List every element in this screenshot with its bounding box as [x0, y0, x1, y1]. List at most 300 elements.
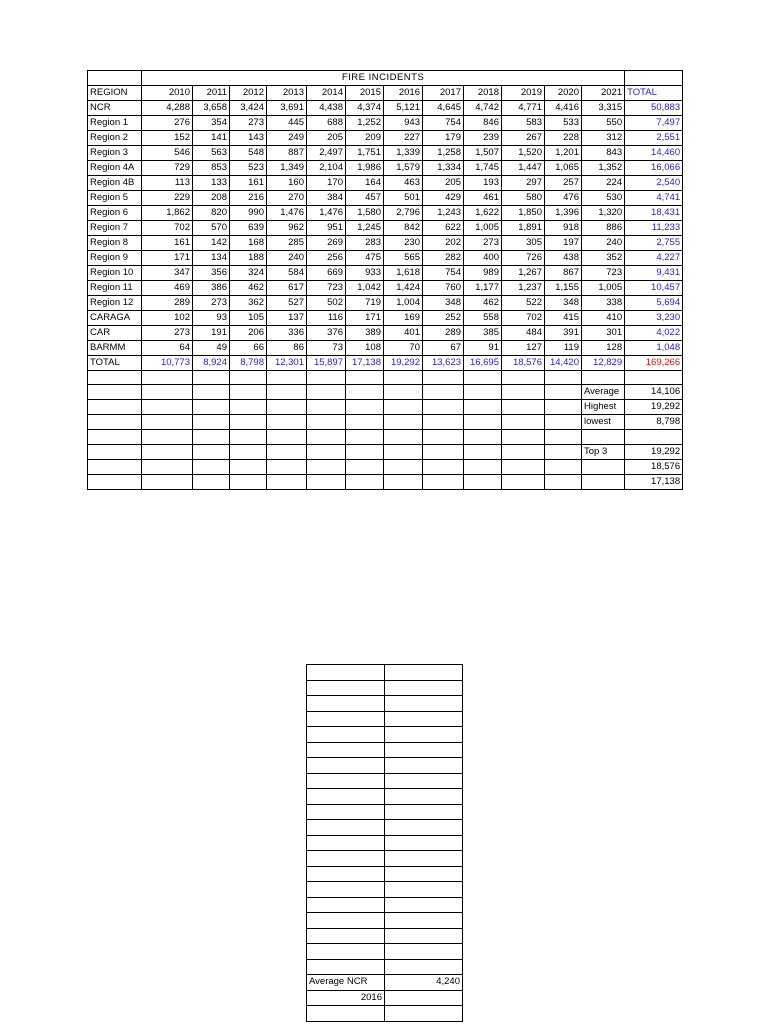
blank-cell	[384, 459, 423, 474]
value-cell: 1,751	[346, 146, 384, 161]
blank-cell	[230, 385, 267, 400]
region-label: Region 1	[88, 116, 142, 131]
value-cell: 356	[193, 266, 230, 281]
blank-cell	[385, 680, 463, 696]
blank-cell	[230, 444, 267, 459]
blank-cell	[193, 385, 230, 400]
value-cell: 64	[142, 341, 193, 356]
stat-value: 19,292	[625, 400, 683, 415]
value-cell: 754	[423, 266, 464, 281]
value-cell: 1,005	[464, 221, 502, 236]
value-cell: 285	[267, 236, 307, 251]
row-total: 10,457	[625, 281, 683, 296]
blank-cell	[423, 400, 464, 415]
value-cell: 962	[267, 221, 307, 236]
value-cell: 484	[502, 326, 545, 341]
value-cell: 230	[384, 236, 423, 251]
blank-cell	[384, 415, 423, 430]
side-value	[385, 990, 463, 1006]
stat-value: 18,576	[625, 459, 683, 474]
value-cell: 523	[230, 161, 267, 176]
value-cell: 469	[142, 281, 193, 296]
side-blank-row	[307, 944, 463, 960]
value-cell: 558	[464, 311, 502, 326]
value-cell: 1,520	[502, 146, 545, 161]
year-header: 2018	[464, 86, 502, 101]
value-cell: 622	[423, 221, 464, 236]
caption-row	[88, 71, 683, 86]
value-cell: 1,850	[502, 206, 545, 221]
side-blank-row	[307, 711, 463, 727]
blank-cell	[267, 415, 307, 430]
value-cell: 197	[545, 236, 582, 251]
value-cell: 1,258	[423, 146, 464, 161]
value-cell: 820	[193, 206, 230, 221]
blank-cell	[230, 430, 267, 444]
year-header: 2021	[582, 86, 625, 101]
value-cell: 502	[307, 296, 346, 311]
value-cell: 533	[545, 116, 582, 131]
value-cell: 843	[582, 146, 625, 161]
blank-cell	[423, 385, 464, 400]
value-cell: 391	[545, 326, 582, 341]
value-cell: 754	[423, 116, 464, 131]
row-total: 2,540	[625, 176, 683, 191]
value-cell: 205	[423, 176, 464, 191]
side-blank-row	[307, 742, 463, 758]
value-cell: 193	[464, 176, 502, 191]
table-row	[88, 146, 683, 161]
blank-cell	[385, 882, 463, 898]
blank-cell	[193, 400, 230, 415]
blank-cell	[307, 385, 346, 400]
value-cell: 270	[267, 191, 307, 206]
stat-label	[582, 371, 625, 385]
value-cell: 463	[384, 176, 423, 191]
totals-label: TOTAL	[88, 356, 142, 371]
blank-cell	[384, 444, 423, 459]
value-cell: 951	[307, 221, 346, 236]
table-row	[88, 206, 683, 221]
value-cell: 3,315	[582, 101, 625, 116]
value-cell: 1,339	[384, 146, 423, 161]
value-cell: 273	[464, 236, 502, 251]
total-header: TOTAL	[625, 86, 683, 101]
value-cell: 990	[230, 206, 267, 221]
region-label: Region 7	[88, 221, 142, 236]
value-cell: 93	[193, 311, 230, 326]
side-blank-row	[307, 680, 463, 696]
value-cell: 1,252	[346, 116, 384, 131]
value-cell: 501	[384, 191, 423, 206]
value-cell: 348	[423, 296, 464, 311]
value-cell: 2,497	[307, 146, 346, 161]
value-cell: 389	[346, 326, 384, 341]
value-cell: 108	[346, 341, 384, 356]
blank-cell	[267, 371, 307, 385]
blank-cell	[307, 959, 385, 975]
blank-cell	[230, 415, 267, 430]
blank-cell	[88, 459, 142, 474]
value-cell: 1,891	[502, 221, 545, 236]
blank-cell	[267, 400, 307, 415]
table-row	[88, 341, 683, 356]
blank-cell	[142, 415, 193, 430]
blank-cell	[385, 727, 463, 743]
blank-cell	[193, 415, 230, 430]
blank-cell	[385, 835, 463, 851]
blank-cell	[346, 415, 384, 430]
blank-cell	[307, 415, 346, 430]
blank-cell	[307, 913, 385, 929]
totals-row	[88, 356, 683, 371]
blank-cell	[545, 444, 582, 459]
side-blank-row	[307, 727, 463, 743]
blank-cell	[464, 385, 502, 400]
value-cell: 617	[267, 281, 307, 296]
value-cell: 188	[230, 251, 267, 266]
value-cell: 719	[346, 296, 384, 311]
blank-cell	[307, 866, 385, 882]
region-label: CAR	[88, 326, 142, 341]
blank-cell	[142, 474, 193, 489]
value-cell: 943	[384, 116, 423, 131]
value-cell: 1,004	[384, 296, 423, 311]
stat-label: Top 3	[582, 444, 625, 459]
value-cell: 170	[307, 176, 346, 191]
blank-cell	[385, 928, 463, 944]
stats-row	[88, 385, 683, 400]
row-total: 50,883	[625, 101, 683, 116]
blank-cell	[307, 851, 385, 867]
value-cell: 67	[423, 341, 464, 356]
blank-cell	[545, 385, 582, 400]
value-cell: 1,476	[267, 206, 307, 221]
value-cell: 161	[230, 176, 267, 191]
stat-label: Average	[582, 385, 625, 400]
blank-cell	[307, 928, 385, 944]
blank-cell	[464, 474, 502, 489]
value-cell: 401	[384, 326, 423, 341]
blank-cell	[193, 430, 230, 444]
year-header: 2015	[346, 86, 384, 101]
blank-cell	[307, 944, 385, 960]
value-cell: 127	[502, 341, 545, 356]
row-total: 2,755	[625, 236, 683, 251]
value-cell: 853	[193, 161, 230, 176]
stat-label	[582, 430, 625, 444]
year-header: 2017	[423, 86, 464, 101]
blank-cell	[307, 430, 346, 444]
side-blank-row	[307, 882, 463, 898]
value-cell: 205	[307, 131, 346, 146]
value-cell: 128	[582, 341, 625, 356]
side-blank-row	[307, 758, 463, 774]
blank-cell	[385, 820, 463, 836]
row-total: 5,694	[625, 296, 683, 311]
value-cell: 1,334	[423, 161, 464, 176]
value-cell: 282	[423, 251, 464, 266]
value-cell: 4,771	[502, 101, 545, 116]
year-total: 15,897	[307, 356, 346, 371]
value-cell: 160	[267, 176, 307, 191]
blank-cell	[385, 1006, 463, 1022]
value-cell: 141	[193, 131, 230, 146]
blank-cell	[385, 742, 463, 758]
blank-cell	[193, 444, 230, 459]
value-cell: 563	[193, 146, 230, 161]
stat-value	[625, 430, 683, 444]
value-cell: 918	[545, 221, 582, 236]
blank-cell	[88, 415, 142, 430]
side-blank-row	[307, 696, 463, 712]
value-cell: 5,121	[384, 101, 423, 116]
blank-cell	[267, 459, 307, 474]
value-cell: 1,237	[502, 281, 545, 296]
blank-cell	[230, 371, 267, 385]
side-row	[307, 975, 463, 991]
blank-cell	[385, 804, 463, 820]
value-cell: 297	[502, 176, 545, 191]
value-cell: 1,267	[502, 266, 545, 281]
blank-cell	[307, 680, 385, 696]
value-cell: 580	[502, 191, 545, 206]
value-cell: 376	[307, 326, 346, 341]
blank-cell	[385, 696, 463, 712]
side-blank-row	[307, 913, 463, 929]
blank-cell	[230, 459, 267, 474]
blank-cell	[193, 371, 230, 385]
value-cell: 73	[307, 341, 346, 356]
blank-cell	[307, 400, 346, 415]
blank-cell	[267, 385, 307, 400]
value-cell: 565	[384, 251, 423, 266]
blank-cell	[464, 444, 502, 459]
blank-cell	[307, 696, 385, 712]
value-cell: 206	[230, 326, 267, 341]
stat-value: 8,798	[625, 415, 683, 430]
value-cell: 886	[582, 221, 625, 236]
value-cell: 522	[502, 296, 545, 311]
blank-cell	[307, 804, 385, 820]
value-cell: 1,618	[384, 266, 423, 281]
blank-cell	[88, 474, 142, 489]
value-cell: 273	[193, 296, 230, 311]
value-cell: 354	[193, 116, 230, 131]
value-cell: 1,424	[384, 281, 423, 296]
value-cell: 1,745	[464, 161, 502, 176]
value-cell: 171	[142, 251, 193, 266]
value-cell: 257	[545, 176, 582, 191]
region-label: CARAGA	[88, 311, 142, 326]
value-cell: 527	[267, 296, 307, 311]
value-cell: 86	[267, 341, 307, 356]
region-label: Region 10	[88, 266, 142, 281]
value-cell: 49	[193, 341, 230, 356]
value-cell: 410	[582, 311, 625, 326]
value-cell: 224	[582, 176, 625, 191]
year-header: 2019	[502, 86, 545, 101]
blank-cell	[88, 371, 142, 385]
value-cell: 252	[423, 311, 464, 326]
year-total: 8,924	[193, 356, 230, 371]
row-total: 16,066	[625, 161, 683, 176]
side-row	[307, 990, 463, 1006]
value-cell: 1,065	[545, 161, 582, 176]
row-total: 4,227	[625, 251, 683, 266]
value-cell: 688	[307, 116, 346, 131]
row-total: 4,741	[625, 191, 683, 206]
value-cell: 4,438	[307, 101, 346, 116]
value-cell: 2,796	[384, 206, 423, 221]
blank-cell	[625, 71, 683, 86]
stats-row	[88, 371, 683, 385]
blank-cell	[545, 371, 582, 385]
region-label: Region 12	[88, 296, 142, 311]
blank-cell	[385, 773, 463, 789]
blank-cell	[88, 71, 142, 86]
blank-cell	[385, 789, 463, 805]
value-cell: 191	[193, 326, 230, 341]
blank-cell	[502, 444, 545, 459]
blank-cell	[346, 474, 384, 489]
side-blank-row	[307, 959, 463, 975]
value-cell: 4,742	[464, 101, 502, 116]
value-cell: 1,201	[545, 146, 582, 161]
table-row	[88, 191, 683, 206]
table-caption: FIRE INCIDENTS	[142, 71, 625, 86]
table-row	[88, 161, 683, 176]
table-row	[88, 326, 683, 341]
value-cell: 240	[267, 251, 307, 266]
blank-cell	[307, 444, 346, 459]
value-cell: 1,622	[464, 206, 502, 221]
row-total: 4,022	[625, 326, 683, 341]
value-cell: 1,396	[545, 206, 582, 221]
blank-cell	[307, 820, 385, 836]
blank-cell	[307, 727, 385, 743]
value-cell: 867	[545, 266, 582, 281]
value-cell: 202	[423, 236, 464, 251]
year-total: 8,798	[230, 356, 267, 371]
value-cell: 273	[230, 116, 267, 131]
value-cell: 312	[582, 131, 625, 146]
blank-cell	[423, 444, 464, 459]
blank-cell	[346, 444, 384, 459]
region-label: Region 3	[88, 146, 142, 161]
blank-cell	[545, 400, 582, 415]
value-cell: 462	[464, 296, 502, 311]
table-row	[88, 131, 683, 146]
stats-row	[88, 459, 683, 474]
side-label: 2016	[307, 990, 385, 1006]
blank-cell	[423, 415, 464, 430]
side-blank-row	[307, 928, 463, 944]
value-cell: 476	[545, 191, 582, 206]
side-blank-row	[307, 789, 463, 805]
value-cell: 1,476	[307, 206, 346, 221]
stat-value	[625, 371, 683, 385]
side-blank-row	[307, 835, 463, 851]
year-header: 2020	[545, 86, 582, 101]
value-cell: 348	[545, 296, 582, 311]
value-cell: 723	[307, 281, 346, 296]
stat-label	[582, 474, 625, 489]
blank-cell	[193, 474, 230, 489]
blank-cell	[385, 758, 463, 774]
blank-cell	[502, 459, 545, 474]
value-cell: 445	[267, 116, 307, 131]
year-total: 14,420	[545, 356, 582, 371]
blank-cell	[502, 385, 545, 400]
value-cell: 143	[230, 131, 267, 146]
value-cell: 1,005	[582, 281, 625, 296]
stat-label: lowest	[582, 415, 625, 430]
value-cell: 209	[346, 131, 384, 146]
value-cell: 475	[346, 251, 384, 266]
blank-cell	[307, 742, 385, 758]
value-cell: 164	[346, 176, 384, 191]
blank-cell	[142, 371, 193, 385]
side-blank-row	[307, 897, 463, 913]
blank-cell	[307, 835, 385, 851]
row-total: 2,551	[625, 131, 683, 146]
blank-cell	[307, 665, 385, 681]
value-cell: 283	[346, 236, 384, 251]
value-cell: 347	[142, 266, 193, 281]
value-cell: 267	[502, 131, 545, 146]
value-cell: 3,691	[267, 101, 307, 116]
side-label: Average NCR	[307, 975, 385, 991]
blank-cell	[464, 400, 502, 415]
value-cell: 249	[267, 131, 307, 146]
value-cell: 1,986	[346, 161, 384, 176]
blank-cell	[307, 882, 385, 898]
table-row	[88, 236, 683, 251]
value-cell: 429	[423, 191, 464, 206]
value-cell: 846	[464, 116, 502, 131]
blank-cell	[384, 474, 423, 489]
value-cell: 338	[582, 296, 625, 311]
stats-row	[88, 430, 683, 444]
side-blank-row	[307, 773, 463, 789]
blank-cell	[423, 430, 464, 444]
value-cell: 216	[230, 191, 267, 206]
value-cell: 2,104	[307, 161, 346, 176]
blank-cell	[385, 665, 463, 681]
value-cell: 116	[307, 311, 346, 326]
value-cell: 289	[423, 326, 464, 341]
value-cell: 102	[142, 311, 193, 326]
value-cell: 301	[582, 326, 625, 341]
blank-cell	[346, 430, 384, 444]
value-cell: 887	[267, 146, 307, 161]
side-blank-row	[307, 804, 463, 820]
value-cell: 386	[193, 281, 230, 296]
side-blank-row	[307, 866, 463, 882]
table-row	[88, 281, 683, 296]
value-cell: 256	[307, 251, 346, 266]
region-label: Region 6	[88, 206, 142, 221]
value-cell: 550	[582, 116, 625, 131]
value-cell: 269	[307, 236, 346, 251]
value-cell: 1,155	[545, 281, 582, 296]
value-cell: 362	[230, 296, 267, 311]
year-header: 2014	[307, 86, 346, 101]
blank-cell	[307, 758, 385, 774]
grand-total: 169,266	[625, 356, 683, 371]
region-label: Region 11	[88, 281, 142, 296]
